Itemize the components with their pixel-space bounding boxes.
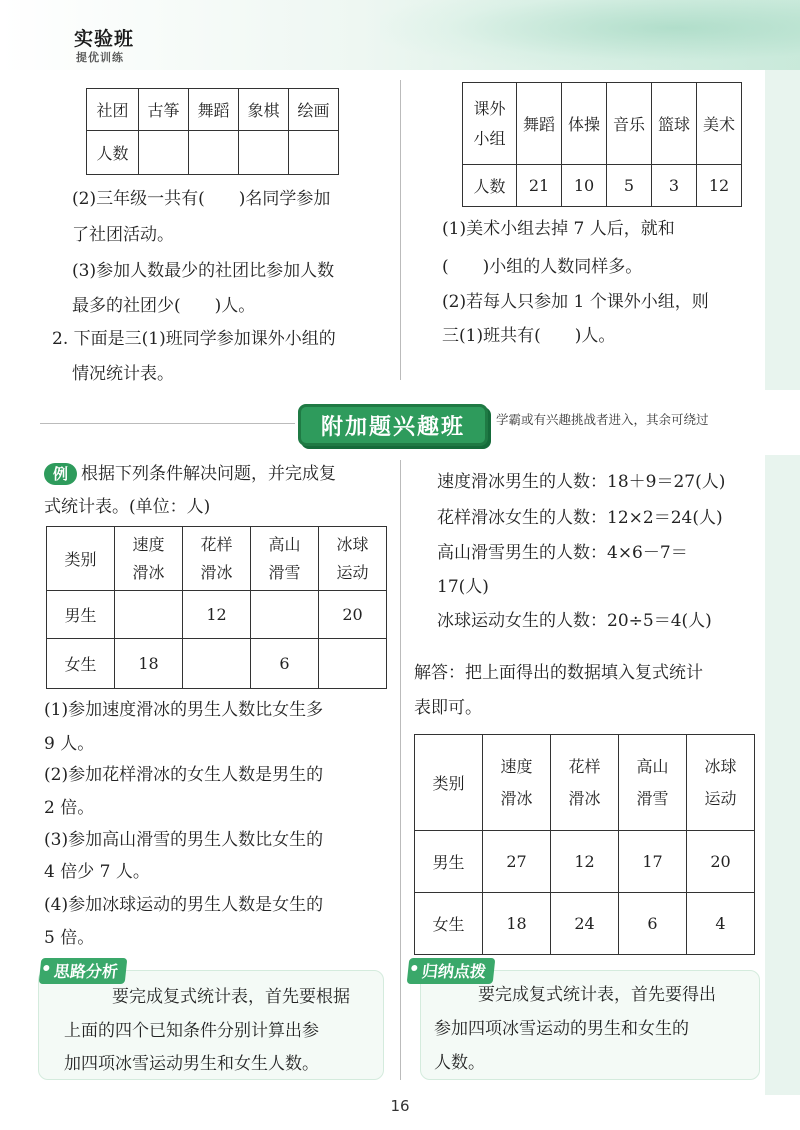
club-table-input-cell[interactable]	[189, 131, 239, 175]
bonus-banner	[298, 404, 488, 446]
answer-table-cell: 17	[619, 831, 687, 893]
analysis-line: 要完成复式统计表，首先要根据	[112, 987, 350, 1007]
answer-table-cell: 12	[551, 831, 619, 893]
answer-table-row-label: 女生	[415, 893, 483, 955]
group-table-cell: 人数	[463, 165, 517, 207]
club-table-input-cell[interactable]	[239, 131, 289, 175]
condition-line: 5 倍。	[44, 928, 95, 948]
example-intro: 例 根据下列条件解决问题，并完成复	[44, 462, 336, 486]
divider-line	[40, 423, 295, 424]
question-line: (2)若每人只参加 1 个课外小组，则	[442, 292, 709, 312]
question-line: 最多的社团少( )人。	[72, 296, 256, 316]
calc-line: 高山滑雪男生的人数：4×6－7＝	[437, 543, 688, 563]
question-line: (3)参加人数最少的社团比参加人数	[72, 261, 335, 281]
condition-line: 9 人。	[44, 734, 95, 754]
group-table-cell: 5	[607, 165, 652, 207]
example-table-header: 冰球 运动	[319, 527, 387, 591]
group-table-corner: 课外 小组	[463, 83, 517, 165]
group-table-cell: 篮球	[652, 83, 697, 165]
question-line: 三(1)班共有( )人。	[442, 326, 616, 346]
club-table-input-cell[interactable]	[289, 131, 339, 175]
answer-table-cell: 24	[551, 893, 619, 955]
example-table-header: 花样 滑冰	[183, 527, 251, 591]
group-table-cell: 12	[697, 165, 742, 207]
question-line: 情况统计表。	[72, 364, 174, 384]
page-number: 16	[390, 1097, 410, 1115]
example-table-cell	[183, 639, 251, 689]
column-divider	[400, 80, 401, 380]
club-table	[86, 88, 339, 175]
answer-line: 解答：把上面得出的数据填入复式统计	[414, 663, 703, 683]
example-table-cell: 6	[251, 639, 319, 689]
group-table-cell: 3	[652, 165, 697, 207]
condition-line: 2 倍。	[44, 798, 95, 818]
group-table-cell: 21	[517, 165, 562, 207]
example-table-row-label: 女生	[47, 639, 115, 689]
group-table	[462, 82, 742, 207]
answer-table-row-label: 男生	[415, 831, 483, 893]
calc-line: 冰球运动女生的人数：20÷5＝4(人)	[437, 611, 712, 631]
analysis-line: 加四项冰雪运动男生和女生人数。	[64, 1054, 319, 1074]
club-table-cell: 象棋	[239, 89, 289, 131]
brand-title: 实验班	[74, 28, 135, 50]
example-intro-line: 式统计表。(单位：人)	[44, 497, 211, 517]
summary-line: 人数。	[434, 1053, 485, 1073]
answer-table-header: 高山 滑雪	[619, 735, 687, 831]
example-table-corner: 类别	[47, 527, 115, 591]
example-table-row-label: 男生	[47, 591, 115, 639]
group-table-cell: 体操	[562, 83, 607, 165]
group-table-cell: 美术	[697, 83, 742, 165]
question-line: (1)美术小组去掉 7 人后，就和	[442, 219, 675, 239]
question-line: 了社团活动。	[72, 225, 174, 245]
summary-line: 要完成复式统计表，首先要得出	[478, 985, 716, 1005]
answer-table-corner: 类别	[415, 735, 483, 831]
calc-line: 17(人)	[437, 577, 489, 597]
analysis-line: 上面的四个已知条件分别计算出参	[64, 1021, 319, 1041]
club-table-input-cell[interactable]	[139, 131, 189, 175]
summary-line: 参加四项冰雪运动的男生和女生的	[434, 1019, 689, 1039]
question-line: 2. 下面是三(1)班同学参加课外小组的	[52, 329, 336, 349]
condition-line: 4 倍少 7 人。	[44, 862, 150, 882]
club-table-cell: 绘画	[289, 89, 339, 131]
banner-title: 附加题兴趣班	[320, 414, 465, 440]
answer-table-cell: 18	[483, 893, 551, 955]
answer-table-header: 速度 滑冰	[483, 735, 551, 831]
example-table-cell	[115, 591, 183, 639]
column-divider	[400, 460, 401, 1080]
group-table-cell: 舞蹈	[517, 83, 562, 165]
header-decoration	[380, 0, 800, 70]
example-table-cell	[251, 591, 319, 639]
club-table-cell: 舞蹈	[189, 89, 239, 131]
group-table-cell: 音乐	[607, 83, 652, 165]
page-edge-decoration	[765, 70, 800, 390]
question-line: ( )小组的人数同样多。	[442, 257, 643, 277]
page-edge-decoration	[765, 455, 800, 1095]
example-table-header: 速度 滑冰	[115, 527, 183, 591]
group-table-cell: 10	[562, 165, 607, 207]
example-table-cell: 20	[319, 591, 387, 639]
club-table-cell: 社团	[87, 89, 139, 131]
example-table-cell	[319, 639, 387, 689]
answer-table	[414, 734, 755, 955]
analysis-label: 思路分析	[39, 958, 128, 984]
condition-line: (4)参加冰球运动的男生人数是女生的	[44, 895, 324, 915]
answer-table-cell: 27	[483, 831, 551, 893]
answer-table-cell: 6	[619, 893, 687, 955]
summary-label: 归纳点拨	[407, 958, 496, 984]
calc-line: 速度滑冰男生的人数：18＋9＝27(人)	[437, 472, 726, 492]
condition-line: (3)参加高山滑雪的男生人数比女生的	[44, 830, 324, 850]
club-table-cell: 古筝	[139, 89, 189, 131]
answer-table-cell: 20	[687, 831, 755, 893]
brand-subtitle: 提优训练	[76, 51, 124, 64]
answer-table-header: 冰球 运动	[687, 735, 755, 831]
answer-line: 表即可。	[414, 698, 482, 718]
example-table-cell: 18	[115, 639, 183, 689]
answer-table-cell: 4	[687, 893, 755, 955]
condition-line: (1)参加速度滑冰的男生人数比女生多	[44, 700, 324, 720]
condition-line: (2)参加花样滑冰的女生人数是男生的	[44, 765, 324, 785]
club-table-cell: 人数	[87, 131, 139, 175]
question-line: (2)三年级一共有( )名同学参加	[72, 189, 331, 209]
example-table	[46, 526, 387, 689]
example-table-cell: 12	[183, 591, 251, 639]
example-badge: 例	[44, 463, 77, 485]
calc-line: 花样滑冰女生的人数：12×2＝24(人)	[437, 508, 723, 528]
banner-note: 学霸或有兴趣挑战者进入，其余可绕过	[496, 412, 709, 427]
answer-table-header: 花样 滑冰	[551, 735, 619, 831]
example-table-header: 高山 滑雪	[251, 527, 319, 591]
